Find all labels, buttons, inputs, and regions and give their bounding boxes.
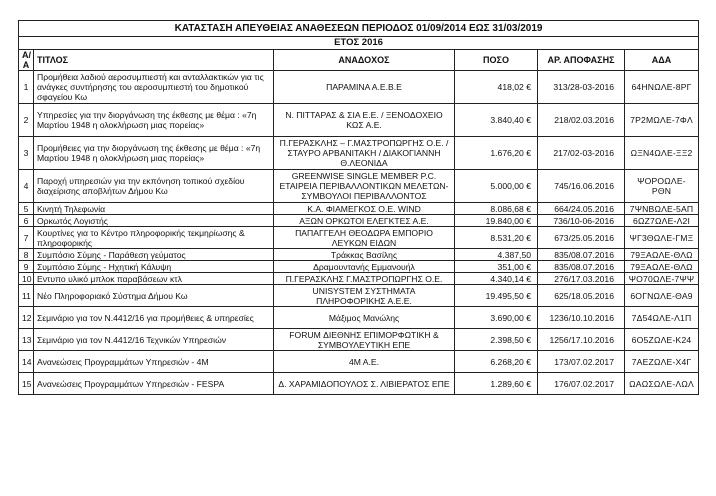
- row-title: Υπηρεσίες για την διοργάνωση της έκθεσης με θέμα : «7η Μαρτίου 1948 η ολοκλήρωση μιας πορείας»: [34, 104, 274, 137]
- row-title: Κινητή Τηλεφωνία: [34, 203, 274, 215]
- row-amount: 6.268,20 €: [455, 351, 538, 373]
- row-title: Συμπόσιο Σύμης - Ηχητική Κάλυψη: [34, 261, 274, 273]
- row-decision-number: 835/08.07.2016: [538, 249, 625, 261]
- row-amount: 19.495,50 €: [455, 285, 538, 307]
- row-ada-code: ΨΟΡΟΩΛΕ-ΡΘΝ: [625, 170, 699, 203]
- row-decision-number: 1236/10.10.2016: [538, 307, 625, 329]
- row-ada-code: 7ΨΝΒΩΛΕ-5ΑΠ: [625, 203, 699, 215]
- row-number: 14: [19, 351, 34, 373]
- row-decision-number: 313/28-03-2016: [538, 71, 625, 104]
- row-ada-code: 64ΗΝΩΛΕ-8ΡΓ: [625, 71, 699, 104]
- row-ada-code: ΩΞΝ4ΩΛΕ-ΞΞ2: [625, 137, 699, 170]
- year-row: [19, 37, 699, 50]
- row-ada-code: ΨΓ3ΘΩΛΕ-ΓΜΞ: [625, 227, 699, 249]
- row-title: Ανανεώσεις Προγραμμάτων Υπηρεσιών - 4Μ: [34, 351, 274, 373]
- document-title: ΚΑΤΑΣΤΑΣΗ ΑΠΕΥΘΕΙΑΣ ΑΝΑΘΕΣΕΩΝ ΠΕΡΙΟΔΟΣ 01/09/2014 ΕΩΣ 31/03/2019: [19, 21, 699, 37]
- table-row: [19, 104, 699, 137]
- row-number: 2: [19, 104, 34, 137]
- row-amount: 418,02 €: [455, 71, 538, 104]
- row-amount: 4.340,14 €: [455, 273, 538, 285]
- row-amount: 5.000,00 €: [455, 170, 538, 203]
- table-row: [19, 203, 699, 215]
- row-title: Προμήθειες για την διοργάνωση της έκθεσης με θέμα : «7η Μαρτίου 1948 η ολοκλήρωση μιας πορείας»: [34, 137, 274, 170]
- row-ada-code: ΩΑΩΣΩΛΕ-ΛΩΛ: [625, 373, 699, 395]
- table-row: [19, 285, 699, 307]
- row-amount: 19.840,00 €: [455, 215, 538, 227]
- row-number: 12: [19, 307, 34, 329]
- row-ada-code: 79ΞΑΩΛΕ-ΘΛΩ: [625, 249, 699, 261]
- row-amount: 2.398,50 €: [455, 329, 538, 351]
- row-contractor: Τράκκας Βασίλης: [274, 249, 455, 261]
- row-number: 5: [19, 203, 34, 215]
- row-title: Ορκωτός Λογιστής: [34, 215, 274, 227]
- row-title: Παροχή υπηρεσιών για την εκπόνηση τοπικού σχεδίου διαχείρισης αποβλήτων Δήμου Κω: [34, 170, 274, 203]
- row-number: 7: [19, 227, 34, 249]
- row-ada-code: 6ΩΖ7ΩΛΕ-Λ2Ι: [625, 215, 699, 227]
- table-row: [19, 261, 699, 273]
- row-amount: 4.387,50: [455, 249, 538, 261]
- row-contractor: Ν. ΠΙΤΤΑΡΑΣ & ΣΙΑ Ε.Ε. / ΞΕΝΟΔΟΧΕΙΟ ΚΩΣ Α.Ε.: [274, 104, 455, 137]
- table-row: [19, 215, 699, 227]
- table-row: [19, 249, 699, 261]
- header-no: Α/Α: [19, 50, 34, 71]
- row-amount: 1.289,60 €: [455, 373, 538, 395]
- document-sheet: [18, 20, 698, 395]
- header-decision: ΑΡ. ΑΠΟΦΑΣΗΣ: [538, 50, 625, 71]
- row-decision-number: 218/02.03.2016: [538, 104, 625, 137]
- row-number: 6: [19, 215, 34, 227]
- header-row: [19, 50, 699, 71]
- header-ada: ΑΔΑ: [625, 50, 699, 71]
- row-number: 15: [19, 373, 34, 395]
- year-label: ΕΤΟΣ 2016: [19, 37, 699, 50]
- row-contractor: Δραμουντανής Εμμανουήλ: [274, 261, 455, 273]
- row-ada-code: 7Δ54ΩΛΕ-Λ1Π: [625, 307, 699, 329]
- table-row: [19, 373, 699, 395]
- row-ada-code: 79ΞΑΩΛΕ-ΘΛΩ: [625, 261, 699, 273]
- row-number: 8: [19, 249, 34, 261]
- row-amount: 3.840,40 €: [455, 104, 538, 137]
- table-row: [19, 329, 699, 351]
- awards-table: [18, 20, 699, 395]
- row-amount: 351,00 €: [455, 261, 538, 273]
- table-row: [19, 71, 699, 104]
- row-ada-code: 7ΑΕΖΩΛΕ-Χ4Γ: [625, 351, 699, 373]
- row-decision-number: 745/16.06.2016: [538, 170, 625, 203]
- awards-table-body: [19, 21, 699, 395]
- row-amount: 8.531,20 €: [455, 227, 538, 249]
- table-row: [19, 307, 699, 329]
- row-contractor: Π.ΓΕΡΑΣΚΛΗΣ – Γ.ΜΑΣΤΡΟΠΩΡΓΗΣ Ο.Ε. / ΣΤΑΥΡΟ ΑΡΒΑΝΙΤΑΚΗ / ΔΙΑΚΟΓΙΑΝΝΗ Θ.ΛΕΟΝΙΔΑ: [274, 137, 455, 170]
- row-contractor: Π.ΓΕΡΑΣΚΛΗΣ Γ.ΜΑΣΤΡΟΠΩΡΓΗΣ Ο.Ε.: [274, 273, 455, 285]
- row-decision-number: 664/24.05.2016: [538, 203, 625, 215]
- row-amount: 8.086,68 €: [455, 203, 538, 215]
- row-decision-number: 173/07.02.2017: [538, 351, 625, 373]
- row-contractor: UNISYSTEM ΣΥΣΤΗΜΑΤΑ ΠΛΗΡΟΦΟΡΙΚΗΣ Α.Ε.Ε.: [274, 285, 455, 307]
- row-contractor: 4Μ Α.Ε.: [274, 351, 455, 373]
- row-amount: 3.690,00 €: [455, 307, 538, 329]
- row-title: Σεμινάριο για τον Ν.4412/16 Τεχνικών Υπηρεσιών: [34, 329, 274, 351]
- title-row: [19, 21, 699, 37]
- row-amount: 1.676,20 €: [455, 137, 538, 170]
- row-contractor: ΠΑΡΑΜΙΝΑ Α.Ε.Β.Ε: [274, 71, 455, 104]
- row-ada-code: 7Ρ2ΜΩΛΕ-7ΦΛ: [625, 104, 699, 137]
- row-contractor: FORUM ΔΙΕΘΝΗΣ ΕΠΙΜΟΡΦΩΤΙΚΗ & ΣΥΜΒΟΥΛΕΥΤΙΚΗ ΕΠΕ: [274, 329, 455, 351]
- row-number: 13: [19, 329, 34, 351]
- row-title: Εντυπο υλικό μπλοκ παραβάσεων κτλ: [34, 273, 274, 285]
- row-title: Ανανεώσεις Προγραμμάτων Υπηρεσιών - FESPA: [34, 373, 274, 395]
- row-decision-number: 736/10-06-2016: [538, 215, 625, 227]
- row-number: 11: [19, 285, 34, 307]
- row-contractor: ΑΞΩΝ ΟΡΚΩΤΟΙ ΕΛΕΓΚΤΕΣ Α.Ε.: [274, 215, 455, 227]
- row-decision-number: 1256/17.10.2016: [538, 329, 625, 351]
- row-ada-code: ΨΟ70ΩΛΕ-7ΨΨ: [625, 273, 699, 285]
- table-row: [19, 351, 699, 373]
- table-row: [19, 137, 699, 170]
- row-title: Σεμινάριο για τον Ν.4412/16 για προμήθειες & υπηρεσίες: [34, 307, 274, 329]
- row-ada-code: 6ΟΓΝΩΛΕ-ΘΑ9: [625, 285, 699, 307]
- table-row: [19, 170, 699, 203]
- row-number: 9: [19, 261, 34, 273]
- row-decision-number: 176/07.02.2017: [538, 373, 625, 395]
- row-decision-number: 625/18.05.2016: [538, 285, 625, 307]
- row-contractor: ΠΑΠΑΓΓΕΛΗ ΘΕΟΔΩΡΑ ΕΜΠΟΡΙΟ ΛΕΥΚΩΝ ΕΙΔΩΝ: [274, 227, 455, 249]
- row-number: 3: [19, 137, 34, 170]
- row-number: 1: [19, 71, 34, 104]
- table-row: [19, 227, 699, 249]
- row-ada-code: 6Ο5ΖΩΛΕ-Κ24: [625, 329, 699, 351]
- row-decision-number: 673/25.05.2016: [538, 227, 625, 249]
- header-amount: ΠΟΣΟ: [455, 50, 538, 71]
- row-contractor: Μάξιμος Μανώλης: [274, 307, 455, 329]
- header-contractor: ΑΝΑΔΟΧΟΣ: [274, 50, 455, 71]
- row-decision-number: 835/08.07.2016: [538, 261, 625, 273]
- table-row: [19, 273, 699, 285]
- row-title: Προμήθεια λαδιού αεροσυμπιεστή και ανταλλακτικών για τις ανάγκες συντήρησης του αεροσυμπιεστή του δημοτικού σφαγείου Κω: [34, 71, 274, 104]
- row-contractor: Κ.Α. ΦΙΑΜΕΓΚΟΣ Ο.Ε. WIND: [274, 203, 455, 215]
- header-title: ΤΙΤΛΟΣ: [34, 50, 274, 71]
- row-decision-number: 276/17.03.2016: [538, 273, 625, 285]
- row-number: 4: [19, 170, 34, 203]
- row-number: 10: [19, 273, 34, 285]
- row-title: Νέο Πληροφοριακό Σύστημα Δήμου Κω: [34, 285, 274, 307]
- row-title: Κουρτίνες για το Κέντρο πληροφορικής τεκμηρίωσης & πληροφορικής: [34, 227, 274, 249]
- row-contractor: Δ. ΧΑΡΑΜΙΔΟΠΟΥΛΟΣ Σ. ΛΙΒΙΕΡΑΤΟΣ ΕΠΕ: [274, 373, 455, 395]
- row-title: Συμπόσιο Σύμης - Παράθεση γεύματος: [34, 249, 274, 261]
- row-contractor: GREENWISE SINGLE MEMBER P.C. ΕΤΑΙΡΕΙΑ ΠΕΡΙΒΑΛΛΟΝΤΙΚΩΝ ΜΕΛΕΤΩΝ- ΣΥΜΒΟΥΛΟΙ ΠΕΡΙΒΑΛΛΟΝΤΟΣ: [274, 170, 455, 203]
- row-decision-number: 217/02-03-2016: [538, 137, 625, 170]
